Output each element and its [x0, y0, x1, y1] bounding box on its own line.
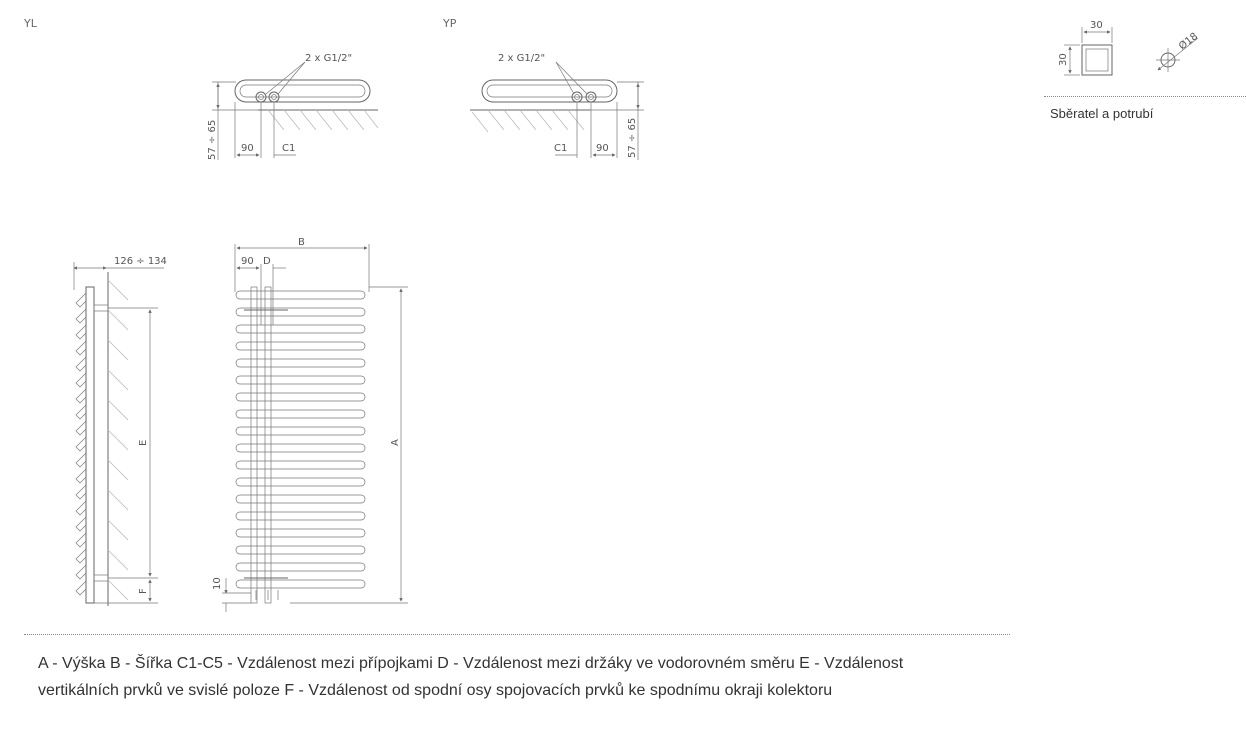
yl-oval-inner	[240, 85, 365, 97]
yp-wall-hatch	[472, 110, 584, 132]
yl-offset-90: 90	[241, 143, 254, 154]
yp-connection-label: 2 x G1/2"	[498, 53, 546, 64]
collector-height: 30	[1058, 53, 1069, 66]
front-collector-right	[265, 287, 271, 603]
yl-oval-outer	[235, 80, 370, 102]
collector-detail	[1058, 20, 1200, 75]
yp-c1: C1	[554, 143, 568, 154]
side-wall-hatch	[108, 280, 128, 600]
yp-oval-outer	[482, 80, 617, 102]
side-wall-distance: 126 ÷ 134	[114, 256, 167, 267]
collector-caption: Sběratel a potrubí	[1050, 106, 1154, 121]
front-bottom-10: 10	[212, 577, 223, 590]
front-offset-90: 90	[241, 256, 254, 267]
collector-width: 30	[1090, 20, 1103, 31]
yp-label: YP	[443, 17, 457, 30]
yp-offset-90: 90	[596, 143, 609, 154]
yp-oval-inner	[487, 85, 612, 97]
front-tubes	[236, 291, 365, 588]
side-bracket-bottom	[94, 575, 108, 581]
pipe-diameter: Ø18	[1177, 31, 1201, 53]
front-d: D	[263, 256, 271, 267]
front-collector-left	[251, 287, 257, 603]
side-view	[74, 256, 167, 606]
yl-top-view	[23, 17, 378, 160]
collector-square-outer	[1082, 45, 1112, 75]
side-f: F	[138, 588, 149, 594]
front-view	[212, 237, 408, 612]
collector-square-inner	[1086, 49, 1108, 71]
front-a: A	[390, 439, 401, 446]
yl-depth-range: 57 ÷ 65	[207, 119, 218, 160]
side-e: E	[138, 439, 149, 446]
yp-depth-range: 57 ÷ 65	[627, 117, 638, 158]
yp-top-view	[442, 17, 644, 160]
legend-text: A - Výška B - Šířka C1-C5 - Vzdálenost mezi přípojkami D - Vzdálenost mezi držáky ve vodorovném směru E - Vzdálenost vertikálních prvků ve svislé poloze F - Vzdálenost od spodní osy spojovacích prvků ke spodnímu okraji kolektoru	[38, 655, 904, 699]
front-b: B	[298, 237, 305, 248]
collector-separator	[1044, 96, 1246, 97]
legend-separator	[24, 634, 1010, 635]
side-bracket-top	[94, 305, 108, 311]
side-collector	[86, 287, 94, 603]
yl-connection-label: 2 x G1/2"	[305, 53, 353, 64]
yl-c1: C1	[282, 143, 296, 154]
yl-wall-hatch	[268, 110, 378, 130]
yl-label: YL	[24, 17, 37, 30]
side-fins	[76, 293, 86, 595]
